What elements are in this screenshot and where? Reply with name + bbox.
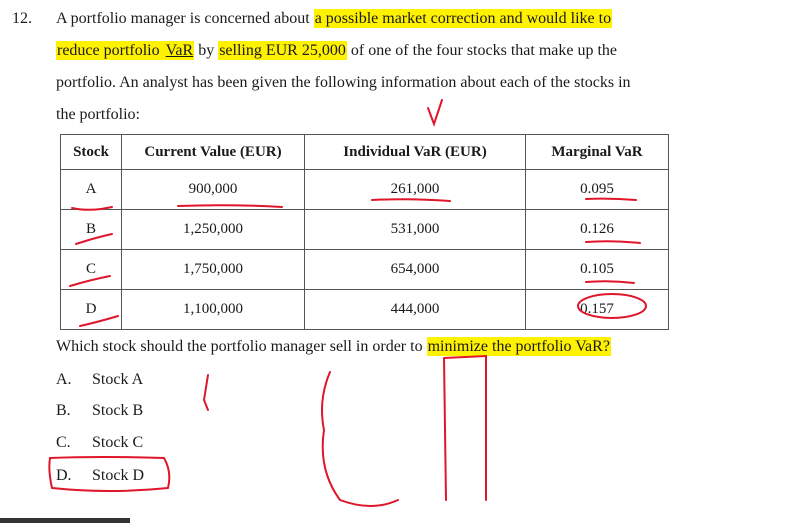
cell-individual-var: 444,000 [305,290,526,330]
header-marginal-var: Marginal VaR [526,135,669,170]
cell-stock: D [61,290,122,330]
option-letter: C. [56,434,71,451]
question-line-2-highlight-a: reduce portfolio [57,42,164,59]
question-number: 12. [12,10,32,27]
table-header-row [61,135,669,170]
question-line-2-highlight-var: VaR [165,42,194,59]
cell-stock: A [61,170,122,210]
table-row [61,170,669,210]
cell-current-value: 900,000 [122,170,305,210]
question-line-4: the portfolio: [56,106,140,123]
table-row [61,250,669,290]
annotation-delta-var: δ VaR [214,381,263,401]
question-line-2-highlight-c: selling EUR 25,000 [219,42,346,59]
cell-individual-var: 261,000 [305,170,526,210]
annotation-mvar-a: mVaR [345,377,395,397]
option-d[interactable] [56,467,144,485]
table-row [61,290,669,330]
check-mark-icon [428,100,442,124]
annotation-comp-var: Com VaRA [578,384,657,402]
prompt-line [56,338,611,356]
option-a[interactable] [56,371,143,389]
header-individual-var: Individual VaR (EUR) [305,135,526,170]
annotation-v-c: Vc [452,443,473,463]
annotation-mvar-c: mVaRc [340,437,399,457]
cell-current-value: 1,750,000 [122,250,305,290]
option-letter: B. [56,402,71,419]
option-text: Stock D [92,467,144,484]
option-text: Stock C [92,434,144,451]
question-line-1-text: A portfolio manager is concerned about [56,10,314,27]
option-letter: A. [56,371,72,388]
cell-marginal-var: 0.095 [526,170,669,210]
option-c[interactable] [56,434,143,452]
annotation-mvar-b: m VaR [345,405,400,425]
scroll-indicator [0,518,130,523]
question-line-2-mid: by [194,42,219,59]
option-text: Stock A [92,371,144,388]
cell-individual-var: 531,000 [305,210,526,250]
table-row [61,210,669,250]
brace-mark [322,372,398,506]
cell-current-value: 1,100,000 [122,290,305,330]
annotation-mvar-d: m VaR [345,469,400,489]
cell-stock: B [61,210,122,250]
cell-stock: C [61,250,122,290]
annotation-v-b: VB [452,409,476,429]
question-line-1 [56,10,612,28]
option-text: Stock B [92,402,144,419]
prompt-highlight: minimize the portfolio VaR? [427,338,610,355]
option-b[interactable] [56,402,143,420]
cell-marginal-var: 0.157 [526,290,669,330]
box-mark [444,356,486,500]
question-line-3: portfolio. An analyst has been given the following information about each of the stocks in [56,74,631,91]
var-table [60,134,669,330]
annotation-v-d: VD [452,479,477,499]
header-stock: Stock [61,135,122,170]
question-line-2-text: of one of the four stocks that make up the [346,42,618,59]
cell-marginal-var: 0.105 [526,250,669,290]
prompt-text: Which stock should the portfolio manager sell in order to [56,338,427,355]
question-line-1-highlight: a possible market correction and would like to [314,10,612,27]
cell-current-value: 1,250,000 [122,210,305,250]
annotation-v-a: VA [452,370,475,390]
header-current-value: Current Value (EUR) [122,135,305,170]
cell-marginal-var: 0.126 [526,210,669,250]
bracket-mark [204,375,208,410]
cell-individual-var: 654,000 [305,250,526,290]
option-letter: D. [56,467,72,484]
question-line-2 [56,42,617,60]
